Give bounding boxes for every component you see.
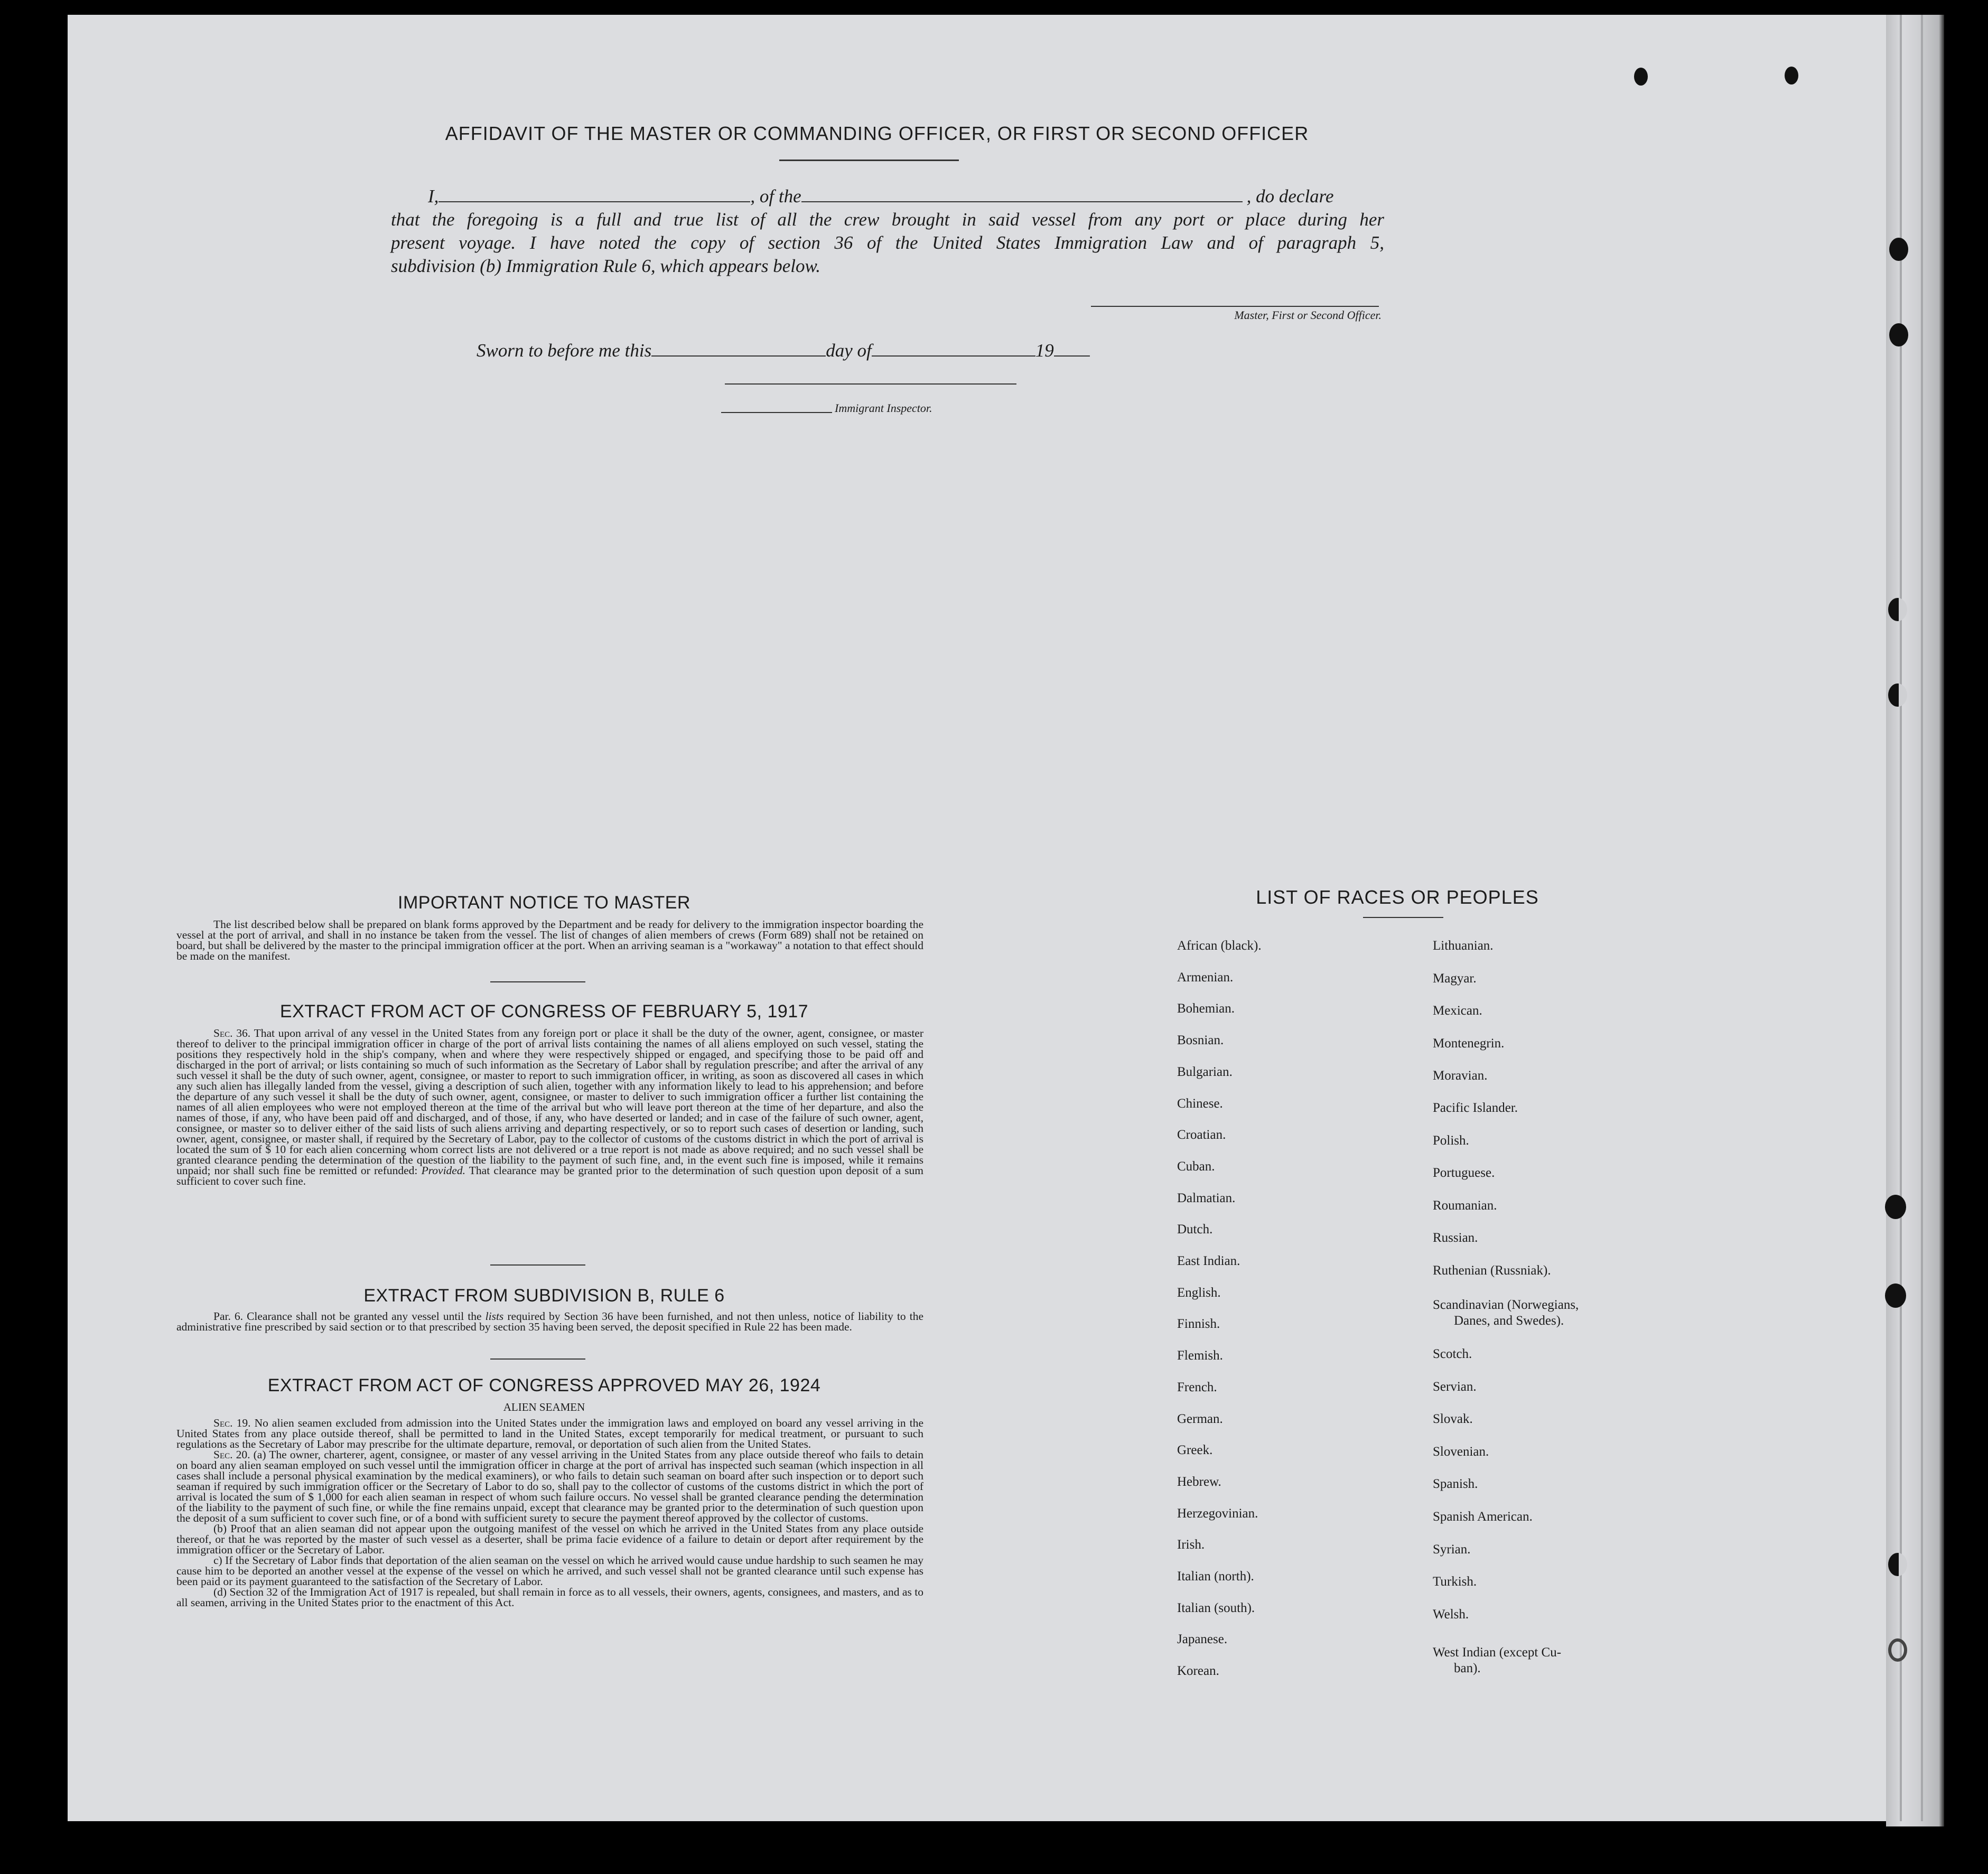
- punch-hole: [1885, 1195, 1906, 1219]
- race-item: Welsh.: [1433, 1607, 1469, 1622]
- race-item: Russian.: [1433, 1231, 1478, 1245]
- inspector-name-line: [721, 412, 832, 413]
- race-item: Danes, and Swedes).: [1454, 1314, 1564, 1328]
- page-edge-line: [1900, 15, 1902, 1821]
- race-item: Cuban.: [1177, 1159, 1215, 1174]
- race-item: Chinese.: [1177, 1096, 1223, 1111]
- inspector-line: [725, 383, 1016, 385]
- signature-line: [1091, 306, 1379, 307]
- race-item: Korean.: [1177, 1664, 1219, 1679]
- title-rule: [779, 160, 959, 161]
- race-item: Bohemian.: [1177, 1001, 1235, 1016]
- race-item: Slovenian.: [1433, 1445, 1489, 1459]
- punch-hole: [1888, 683, 1907, 707]
- race-item: Scotch.: [1433, 1347, 1472, 1361]
- race-item: Polish.: [1433, 1133, 1469, 1148]
- race-item: Mexican.: [1433, 1004, 1482, 1018]
- act-1924-body: Sec. 19. No alien seamen excluded from admission into the United States under the immigration laws and employed on board any vessel arriving in the United States from any place outside thereof, shall be permitted to land in the United States, except temporarily for medical treatment, or pursuant to such regulations as the Secretary of Labor may prescribe for the ultimate departure, removal, or deportation of such alien from the United States. Sec. 20. (a) The owner, charterer, agent, consignee, or master of any vessel arriving in the United States from any place outside thereof who fails to detain on board any alien seaman employed on such vessel until the immigration officer in charge at the port of arrival has inspected such seaman (which inspection in all cases shall include a personal physical examination by the medical examiners), or who fails to detain such seaman on board after such inspection or to deport such seaman if required by such immigration officer or the Secretary of Labor to do so, shall pay to the collector of customs of the customs district in which the port of arrival is located the sum of $ 1,000 for each alien seaman in respect of whom such failure occurs. No vessel shall be granted clearance pending the determination of the liability to the payment of such fine, or while the fine remains unpaid, except that clearance may be granted prior to the determination of such question upon the deposit of a sum sufficient to cover such fine, or of a bond with sufficient surety to secure the payment thereof approved by the collector of customs. (b) Proof that an alien seaman did not appear upon the outgoing manifest of the vessel on which he arrived in the United States from any place outside thereof, or that he was reported by the master of such vessel as a deserter, shall be prima facie evidence of a failure to detain or deport after requirement by the immigration officer or the Secretary of Labor. c) If the Secretary of Labor finds that deportation of the alien seaman on the vessel on which he arrived would cause undue hardship to such seamen he may cause him to be deported an another vessel at the expense of the vessel on which he arrived, and such vessel shall not be granted clearance until such expense has been paid or its payment guaranteed to the satisfaction of the Secretary of Labor. (d) Section 32 of the Immigration Act of 1917 is repealed, but shall remain in force as to all vessels, their owners, agents, consignees, and masters, and as to all seamen, arriving in the United States prior to the enactment of this Act.: [176, 1417, 924, 1609]
- rule6-title: EXTRACT FROM SUBDIVISION B, RULE 6: [363, 1286, 725, 1306]
- race-item: Turkish.: [1433, 1575, 1477, 1589]
- race-item: English.: [1177, 1285, 1221, 1300]
- race-item: Slovak.: [1433, 1412, 1473, 1426]
- race-item: Magyar.: [1433, 971, 1477, 986]
- races-title: LIST OF RACES OR PEOPLES: [1256, 886, 1539, 908]
- race-item: Lithuanian.: [1433, 939, 1494, 953]
- punch-hole: [1888, 598, 1907, 621]
- punch-hole: [1885, 1283, 1906, 1308]
- punch-hole: [1634, 68, 1648, 86]
- race-item: Hebrew.: [1177, 1474, 1221, 1489]
- race-item: Syrian.: [1433, 1542, 1471, 1557]
- race-item: Pacific Islander.: [1433, 1101, 1518, 1115]
- inspector-caption: Immigrant Inspector.: [835, 401, 932, 415]
- extract-1917-title: EXTRACT FROM ACT OF CONGRESS OF FEBRUARY 5, 1917: [279, 1001, 809, 1022]
- notice-body: The list described below shall be prepared on blank forms approved by the Department and be ready for delivery to the immigration inspector boarding the vessel at the port of arrival, and shall in no instance be taken from the vessel. The list of changes of alien members of crews (Form 689) shall not be retained on board, but shall be delivered by the master to the principal immigration officer at the port. When an arriving seaman is a "workaway" a notation to that effect should be made on the manifest.: [176, 918, 923, 962]
- race-item: Dutch.: [1177, 1222, 1213, 1237]
- race-item: Flemish.: [1177, 1348, 1223, 1363]
- race-item: Bulgarian.: [1177, 1064, 1233, 1079]
- race-item: Moravian.: [1433, 1069, 1488, 1083]
- punch-hole: [1888, 1553, 1907, 1576]
- signature-caption: Master, First or Second Officer.: [1234, 308, 1382, 322]
- punch-hole: [1889, 238, 1908, 261]
- race-item: Armenian.: [1177, 970, 1234, 985]
- act-1924-subtitle: ALIEN SEAMEN: [503, 1401, 585, 1413]
- race-item: Finnish.: [1177, 1317, 1220, 1332]
- section-rule: [490, 1264, 585, 1266]
- race-item: Spanish American.: [1433, 1510, 1533, 1524]
- race-item: African (black).: [1177, 939, 1262, 953]
- race-item: Servian.: [1433, 1380, 1477, 1394]
- race-item: Portuguese.: [1433, 1166, 1495, 1180]
- page-edge-line: [1921, 15, 1923, 1821]
- section-rule: [490, 1358, 585, 1360]
- act-1924-title: EXTRACT FROM ACT OF CONGRESS APPROVED MAY 26, 1924: [267, 1375, 821, 1395]
- race-item: Scandinavian (Norwegians,: [1433, 1298, 1579, 1312]
- race-item: Bosnian.: [1177, 1033, 1224, 1048]
- race-item: West Indian (except Cu-: [1433, 1645, 1562, 1660]
- race-item: Ruthenian (Russniak).: [1433, 1263, 1551, 1278]
- rule6-body: Par. 6. Clearance shall not be granted any vessel until the lists required by Section 36 have been furnished, and not then unless, notice of liability to the administrative fine prescribed by said section or to that prescribed by section 35 having been served, the deposit specified in Rule 22 has been made.: [176, 1310, 924, 1333]
- race-item: Montenegrin.: [1433, 1036, 1505, 1051]
- race-item: Herzegovinian.: [1177, 1506, 1258, 1521]
- notice-title: IMPORTANT NOTICE TO MASTER: [398, 893, 690, 913]
- section-rule: [490, 981, 585, 982]
- punch-hole: [1785, 67, 1798, 85]
- race-item: Spanish.: [1433, 1477, 1478, 1491]
- race-item: Dalmatian.: [1177, 1191, 1236, 1205]
- affidavit-title: AFFIDAVIT OF THE MASTER OR COMMANDING OFFICER, OR FIRST OR SECOND OFFICER: [445, 123, 1309, 144]
- race-item: Croatian.: [1177, 1128, 1226, 1142]
- punch-hole: [1888, 1638, 1907, 1662]
- race-item: Greek.: [1177, 1443, 1213, 1458]
- extract-1917-body: Sec. 36. That upon arrival of any vessel in the United States from any foreign port or place it shall be the duty of the owner, agent, consignee, or master thereof to deliver to the principal immigration officer in charge of the port of arrival lists containing the names of all aliens employed on such vessel, stating the positions they respectively hold in the ship's company, when and where they were respectively shipped or engaged, and specifying those to be paid off and discharged in the port of arrival; or lists containing so much of such information as the Secretary of Labor shall by regulation prescribe; and after the arrival of any such vessel it shall be the duty of such owner, agent, consignee, or master to report to such immigration officer, in writing, as soon as discovered all cases in which any such alien has illegally landed from the vessel, giving a description of such alien, together with any information likely to lead to his apprehension; and before the departure of any such vessel it shall be the duty of such owner, agent, consignee, or master to deliver to such immigration officer a further list containing the names of all alien employees who were not employed thereon at the time of the arrival but who will leave port thereon at the time of her departure, and also the names of those, if any, who have been paid off and discharged, and of those, if any, who have deserted or landed; and in case of the failure of such owner, agent, consignee, or master so to deliver either of the said lists of such aliens arriving and departing respectively, or so to report such cases of desertion or landing, such owner, agent, consignee, or master shall, if required by the Secretary of Labor, pay to the collector of customs of the customs district in which the port of arrival is located the sum of $ 10 for each alien concerning whom correct lists are not delivered or a true report is not made as above required; and no such vessel shall be granted clearance pending the determination of the question of the liability to the payment of such fine, and, in the event such fine is imposed, while it remains unpaid; nor shall such fine be remitted or refunded: Provided. That clearance may be granted prior to the determination of such question upon deposit of a sum sufficient to cover such fine.: [176, 1027, 924, 1187]
- race-item: German.: [1177, 1411, 1223, 1426]
- race-item: ban).: [1454, 1661, 1481, 1675]
- punch-hole: [1889, 323, 1908, 346]
- race-item: East Indian.: [1177, 1254, 1240, 1268]
- sworn-line: Sworn to before me this day of 19: [477, 339, 1163, 362]
- declaration-line-3: present voyage. I have noted the copy of section 36 of the United States Immigration Law and of paragraph 5,: [391, 232, 1384, 253]
- race-item: Italian (north).: [1177, 1569, 1254, 1583]
- declaration-line-4: subdivision (b) Immigration Rule 6, which appears below.: [391, 256, 821, 276]
- race-item: French.: [1177, 1380, 1217, 1394]
- race-item: Italian (south).: [1177, 1600, 1255, 1615]
- race-item: Japanese.: [1177, 1632, 1228, 1647]
- race-item: Irish.: [1177, 1538, 1205, 1552]
- declaration-line-1: I, , of the , do declare: [428, 186, 1334, 207]
- races-rule: [1363, 917, 1443, 918]
- race-item: Roumanian.: [1433, 1198, 1497, 1213]
- declaration-line-2: that the foregoing is a full and true list of all the crew brought in said vessel from any port or place during her: [391, 209, 1384, 230]
